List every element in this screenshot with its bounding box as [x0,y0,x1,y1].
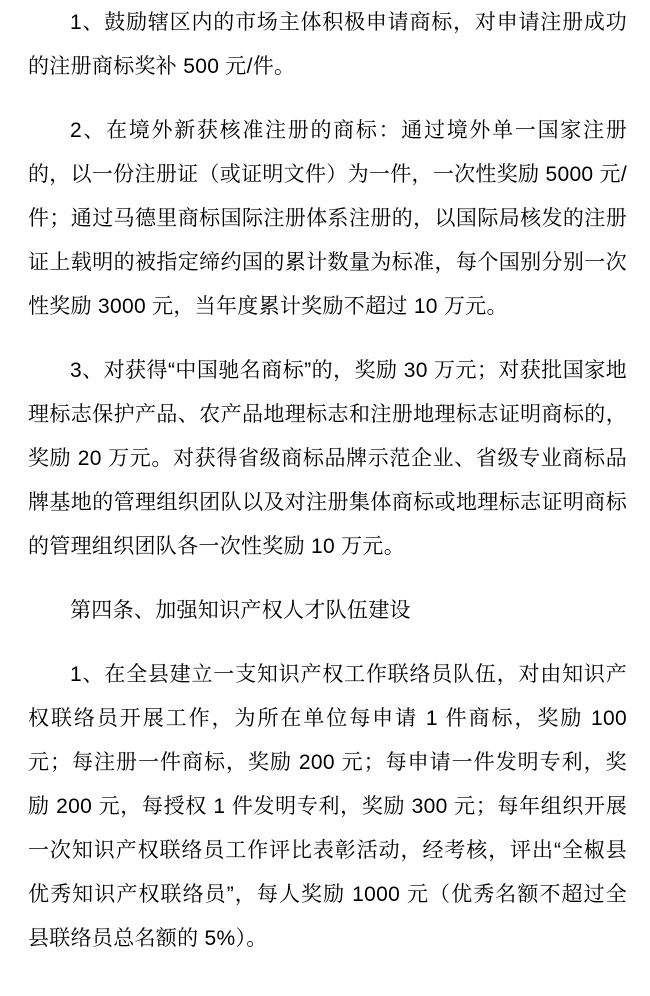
section-heading-article-four: 第四条、加强知识产权人才队伍建设 [70,599,411,622]
paragraph-famous-trademark-geo-indication-reward: 3、对获得“中国驰名商标”的，奖励 30 万元；对获批国家地理标志保护产品、农产品地理标志和注册地理标志证明商标的，奖励 20 万元。对获得省级商标品牌示范企业、省级专业商标品牌基地的管理组织团队以及对注册集体商标或地理标志证明商标的管理组织团队各一次性奖励 10 万元。 [28,359,627,558]
paragraph-foreign-trademark-reward: 2、在境外新获核准注册的商标：通过境外单一国家注册的，以一份注册证（或证明文件）为一件，一次性奖励 5000 元/件；通过马德里商标国际注册体系注册的，以国际局核发的注册证上载明的被指定缔约国的累计数量为标准，每个国别分别一次性奖励 3000 元，当年度累计奖励不超过 10 万元。 [28,119,627,318]
paragraph-domestic-trademark-reward: 1、鼓励辖区内的市场主体积极申请商标，对申请注册成功的注册商标奖补 500 元/件。 [28,11,627,78]
paragraph-ip-liaison-team-reward: 1、在全县建立一支知识产权工作联络员队伍，对由知识产权联络员开展工作，为所在单位每申请 1 件商标，奖励 100 元；每注册一件商标，奖励 200 元；每申请一件发明专利，奖励 200 元，每授权 1 件发明专利，奖励 300 元；每年组织开展一次知识产权联络员工作评比表彰活动，经考核，评出“全椒县优秀知识产权联络员”，每人奖励 1000 元（优秀名额不超过全县联络员总名额的 5%）。 [28,663,627,950]
